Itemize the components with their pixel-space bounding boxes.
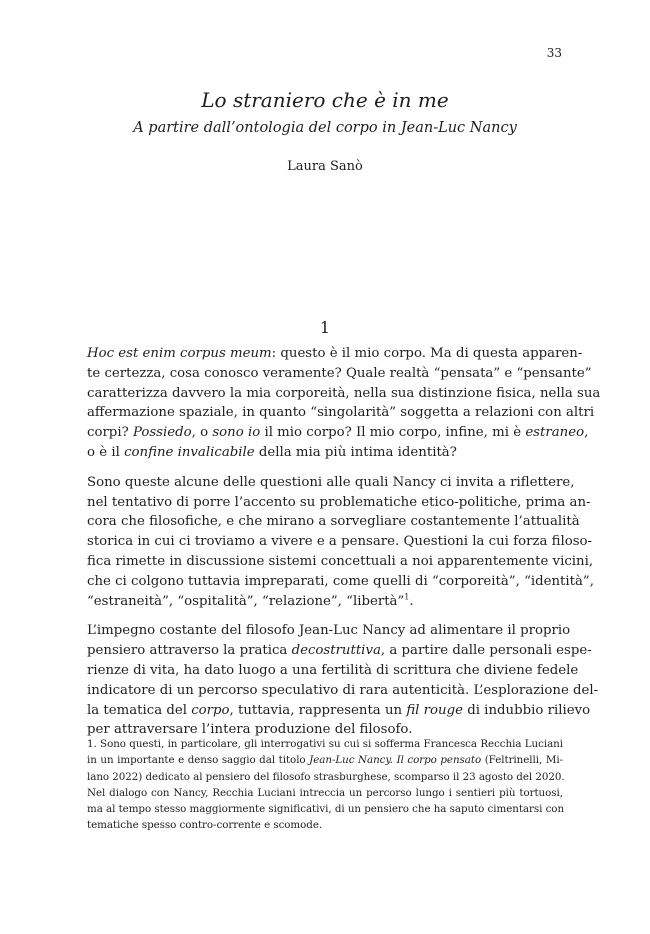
text-line: fica rimette in discussione sistemi concettuali a noi apparentemente vicini, — [87, 553, 594, 569]
text-line — [87, 701, 591, 721]
book-title: Jean-Luc Nancy. Il corpo pensato — [309, 754, 482, 767]
text-span: pensiero attraverso la pratica — [87, 643, 292, 659]
article-subtitle: A partire dall’ontologia del corpo in Jean-Luc Nancy — [133, 120, 517, 136]
text-line: L’impegno costante del filosofo Jean-Luc Nancy ad alimentare il proprio — [87, 623, 571, 639]
text-span: , a partire dalle personali espe- — [380, 643, 592, 659]
text-line: te certezza, cosa conosco veramente? Quale realtà “pensata” e “pensante” — [87, 365, 592, 381]
text-line: Sono queste alcune delle questioni alle quali Nancy ci invita a riflettere, — [87, 474, 575, 490]
footnote-line: Nel dialogo con Nancy, Recchia Luciani intreccia un percorso lungo i sentieri più tortuosi, — [87, 786, 563, 799]
text-span: o è il — [87, 444, 125, 460]
emphasis: sono io — [212, 425, 261, 441]
text-line: che ci colgono tuttavia impreparati, come quelli di “corporeità”, “identità”, — [87, 573, 594, 589]
paragraph-3 — [87, 621, 599, 740]
text-line: caratterizza davvero la mia corporeità, nella sua distinzione fisica, nella sua — [87, 385, 601, 401]
text-line — [87, 641, 592, 661]
text-line: cora che filosofiche, e che mirano a sorvegliare costantemente l’attualità — [87, 514, 580, 530]
footnote-line — [87, 752, 563, 768]
text-span: , o — [191, 425, 213, 441]
text-span: , tuttavia, rappresenta un — [229, 702, 407, 718]
text-line: affermazione spaziale, in quanto “singolarità” soggetta a relazioni con altri — [87, 405, 595, 421]
author-name: Laura Sanò — [287, 159, 363, 174]
body-text — [87, 344, 601, 750]
emphasis: confine invalicabile — [124, 444, 255, 460]
text-span: la tematica del — [87, 702, 192, 718]
text-line: rienze di vita, ha dato luogo a una fertilità di scrittura che diviene fedele — [87, 662, 579, 678]
text-span: : questo è il mio corpo. Ma di questa apparen- — [271, 346, 583, 361]
latin-quote: Hoc est enim corpus meum — [87, 346, 272, 361]
footnote-line: 1. Sono questi, in particolare, gli interrogativi su cui si sofferma Francesca Recchia Luciani — [87, 738, 563, 750]
article-title: Lo straniero che è in me — [201, 88, 449, 112]
text-line: indicatore di un percorso speculativo di rara autenticità. L’esplorazione del- — [87, 682, 599, 698]
text-span: di indubbio rilievo — [462, 702, 591, 718]
footnote-line: tematiche spesso contro-corrente e scomode. — [87, 819, 323, 832]
text-line — [87, 592, 563, 612]
footnote-line: ma al tempo stesso maggiormente significativi, di un pensiero che ha saputo cimentarsi con — [87, 803, 565, 816]
paragraph-2 — [87, 473, 594, 612]
text-line — [87, 344, 583, 364]
text-line — [87, 423, 589, 443]
text-line — [87, 443, 563, 463]
emphasis: Possiedo — [132, 425, 192, 441]
page-number: 33 — [546, 46, 562, 60]
text-span: il mio corpo? Il mio corpo, infine, mi è — [260, 425, 526, 441]
text-span: . — [409, 593, 414, 609]
section-number: 1 — [319, 318, 331, 337]
text-span: della mia più intima identità? — [254, 444, 457, 460]
emphasis: corpo — [191, 702, 230, 718]
paragraph-1 — [87, 344, 601, 463]
text-line: storica in cui ci troviamo a vivere e a pensare. Questioni la cui forza filoso- — [87, 534, 593, 550]
text-span: , — [584, 425, 589, 441]
emphasis: estraneo — [525, 425, 585, 441]
footnote-ref-1[interactable]: 1 — [404, 592, 410, 602]
emphasis: decostruttiva — [291, 643, 381, 659]
text-span: corpi? — [87, 425, 133, 441]
text-span: in un importante e denso saggio dal titolo — [87, 754, 310, 767]
text-span: “estraneità”, “ospitalità”, “relazione”, “libertà” — [87, 593, 405, 609]
text-line: nel tentativo di porre l’accento su problematiche etico-politiche, prima an- — [87, 494, 591, 510]
text-span: (Feltrinelli, Mi- — [481, 754, 563, 767]
footnote-line: lano 2022) dedicato al pensiero del filosofo strasburghese, scomparso il 23 agosto del 2020. — [87, 770, 565, 783]
emphasis: fil rouge — [406, 702, 463, 718]
footnote-1 — [87, 736, 563, 834]
text-line: per attraversare l’intera produzione del filosofo. — [87, 722, 413, 738]
